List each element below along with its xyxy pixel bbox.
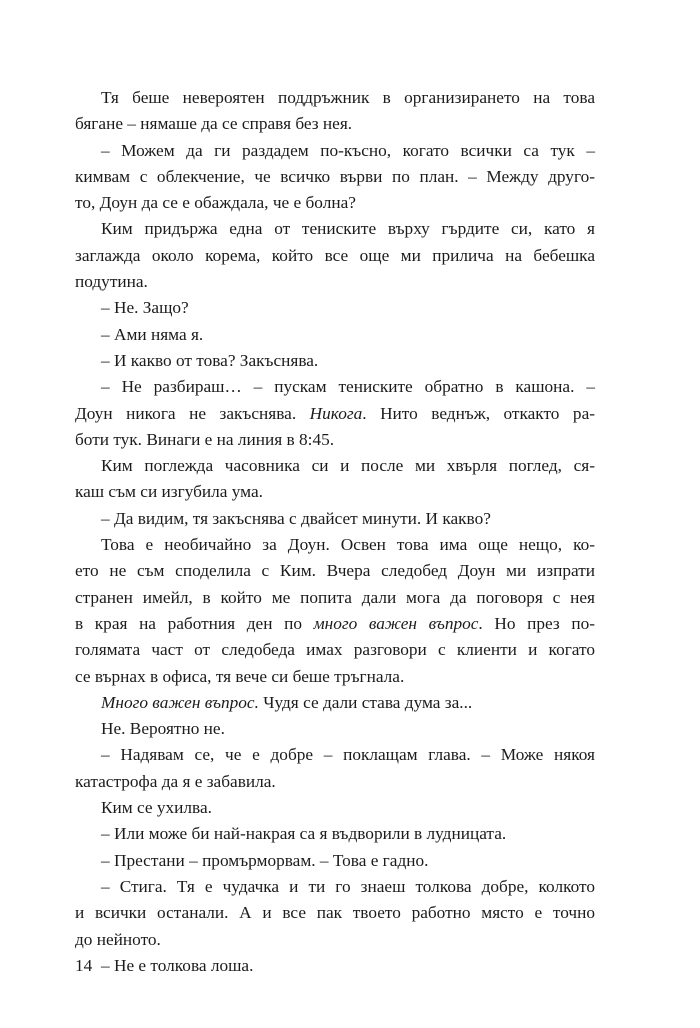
text-segment: в края на работния ден по	[75, 613, 314, 633]
text-segment: бягане – нямаше да се справя без нея.	[75, 114, 353, 134]
text-line	[75, 295, 595, 321]
text-line	[75, 190, 595, 216]
text-segment: . Нито веднъж, откакто ра-	[362, 403, 595, 423]
text-line	[75, 111, 595, 137]
text-line	[75, 348, 595, 374]
text-segment: кимвам с облекчение, че всичко върви по план. – Между друго-	[75, 166, 595, 186]
italic-text: много важен въпрос	[313, 613, 479, 633]
text-segment: . Но през по-	[478, 613, 595, 633]
text-line	[75, 637, 595, 663]
text-line	[75, 848, 595, 874]
text-line	[75, 769, 595, 795]
text-line	[75, 742, 595, 768]
text-segment: то, Доун да се е обаждала, че е болна?	[75, 193, 356, 213]
text-segment: Ким се ухилва.	[101, 798, 212, 818]
text-segment: Тя беше невероятен поддръжник в организирането на това	[101, 88, 595, 107]
body-text	[75, 85, 595, 979]
text-segment: Доун никога не закъснява.	[75, 403, 310, 423]
text-segment: странен имейл, в който ме попита дали мога да поговоря с нея	[75, 587, 595, 607]
text-line	[75, 690, 595, 716]
text-segment: – Или може би най-накрая са я въдворили в лудницата.	[101, 824, 507, 844]
page-number: 14	[75, 956, 93, 975]
text-segment: – Надявам се, че е добре – поклащам глава. – Може някоя	[101, 745, 595, 765]
text-line	[75, 427, 595, 453]
text-segment: заглажда около корема, който все още ми прилича на бебешка	[75, 245, 595, 265]
text-segment: до нейното.	[75, 929, 161, 949]
text-segment: – Ами няма я.	[101, 324, 204, 344]
text-segment: – Да видим, тя закъснява с двайсет минути. И какво?	[101, 508, 491, 528]
text-line	[75, 611, 595, 637]
text-segment: боти тук. Винаги е на линия в 8:45.	[75, 429, 335, 449]
text-line	[75, 243, 595, 269]
text-line	[75, 953, 595, 979]
text-line	[75, 874, 595, 900]
text-line	[75, 664, 595, 690]
text-line	[75, 795, 595, 821]
italic-text: Никога	[309, 403, 363, 423]
text-segment: – Не разбираш… – пускам тениските обратно в кашона. –	[101, 377, 595, 397]
text-line	[75, 585, 595, 611]
text-line	[75, 900, 595, 926]
text-line	[75, 479, 595, 505]
text-line	[75, 558, 595, 584]
text-segment: – Стига. Тя е чудачка и ти го знаеш толкова добре, колкото	[101, 876, 595, 896]
text-segment: каш съм си изгубила ума.	[75, 482, 263, 502]
text-segment: Това е необичайно за Доун. Освен това има още нещо, ко-	[101, 535, 595, 555]
text-segment: Ким придържа една от тениските върху гърдите си, като я	[101, 219, 595, 239]
text-segment: голямата част от следобеда имах разговори с клиенти и когато	[75, 640, 595, 660]
text-line	[75, 85, 595, 111]
text-segment: – Можем да ги раздадем по-късно, когато всички са тук –	[101, 140, 595, 160]
text-line	[75, 269, 595, 295]
text-segment: – И какво от това? Закъснява.	[101, 350, 319, 370]
text-segment: Ким поглежда часовника си и после ми хвърля поглед, ся-	[101, 456, 595, 476]
text-line	[75, 164, 595, 190]
text-line	[75, 374, 595, 400]
text-segment: – Не е толкова лоша.	[101, 955, 254, 975]
text-segment: се върнах в офиса, тя вече си беше тръгнала.	[75, 666, 405, 686]
text-segment: – Престани – промърморвам. – Това е гадно.	[101, 850, 429, 870]
italic-text: Много важен въпрос.	[101, 692, 259, 712]
text-segment: Чудя се дали става дума за...	[258, 692, 473, 712]
text-segment: Не. Вероятно не.	[101, 719, 225, 739]
text-line	[75, 138, 595, 164]
text-line	[75, 716, 595, 742]
text-segment: и всички останали. А и все пак твоето работно място е точно	[75, 903, 595, 923]
text-line	[75, 821, 595, 847]
text-line	[75, 927, 595, 953]
text-line	[75, 532, 595, 558]
text-segment: подутина.	[75, 272, 148, 292]
text-line	[75, 506, 595, 532]
text-segment: ето не съм споделила с Ким. Вчера следобед Доун ми изпрати	[75, 561, 595, 581]
text-line	[75, 453, 595, 479]
text-line	[75, 401, 595, 427]
text-segment: – Не. Защо?	[101, 298, 189, 318]
text-line	[75, 216, 595, 242]
text-line	[75, 322, 595, 348]
text-segment: катастрофа да я е забавила.	[75, 771, 276, 791]
